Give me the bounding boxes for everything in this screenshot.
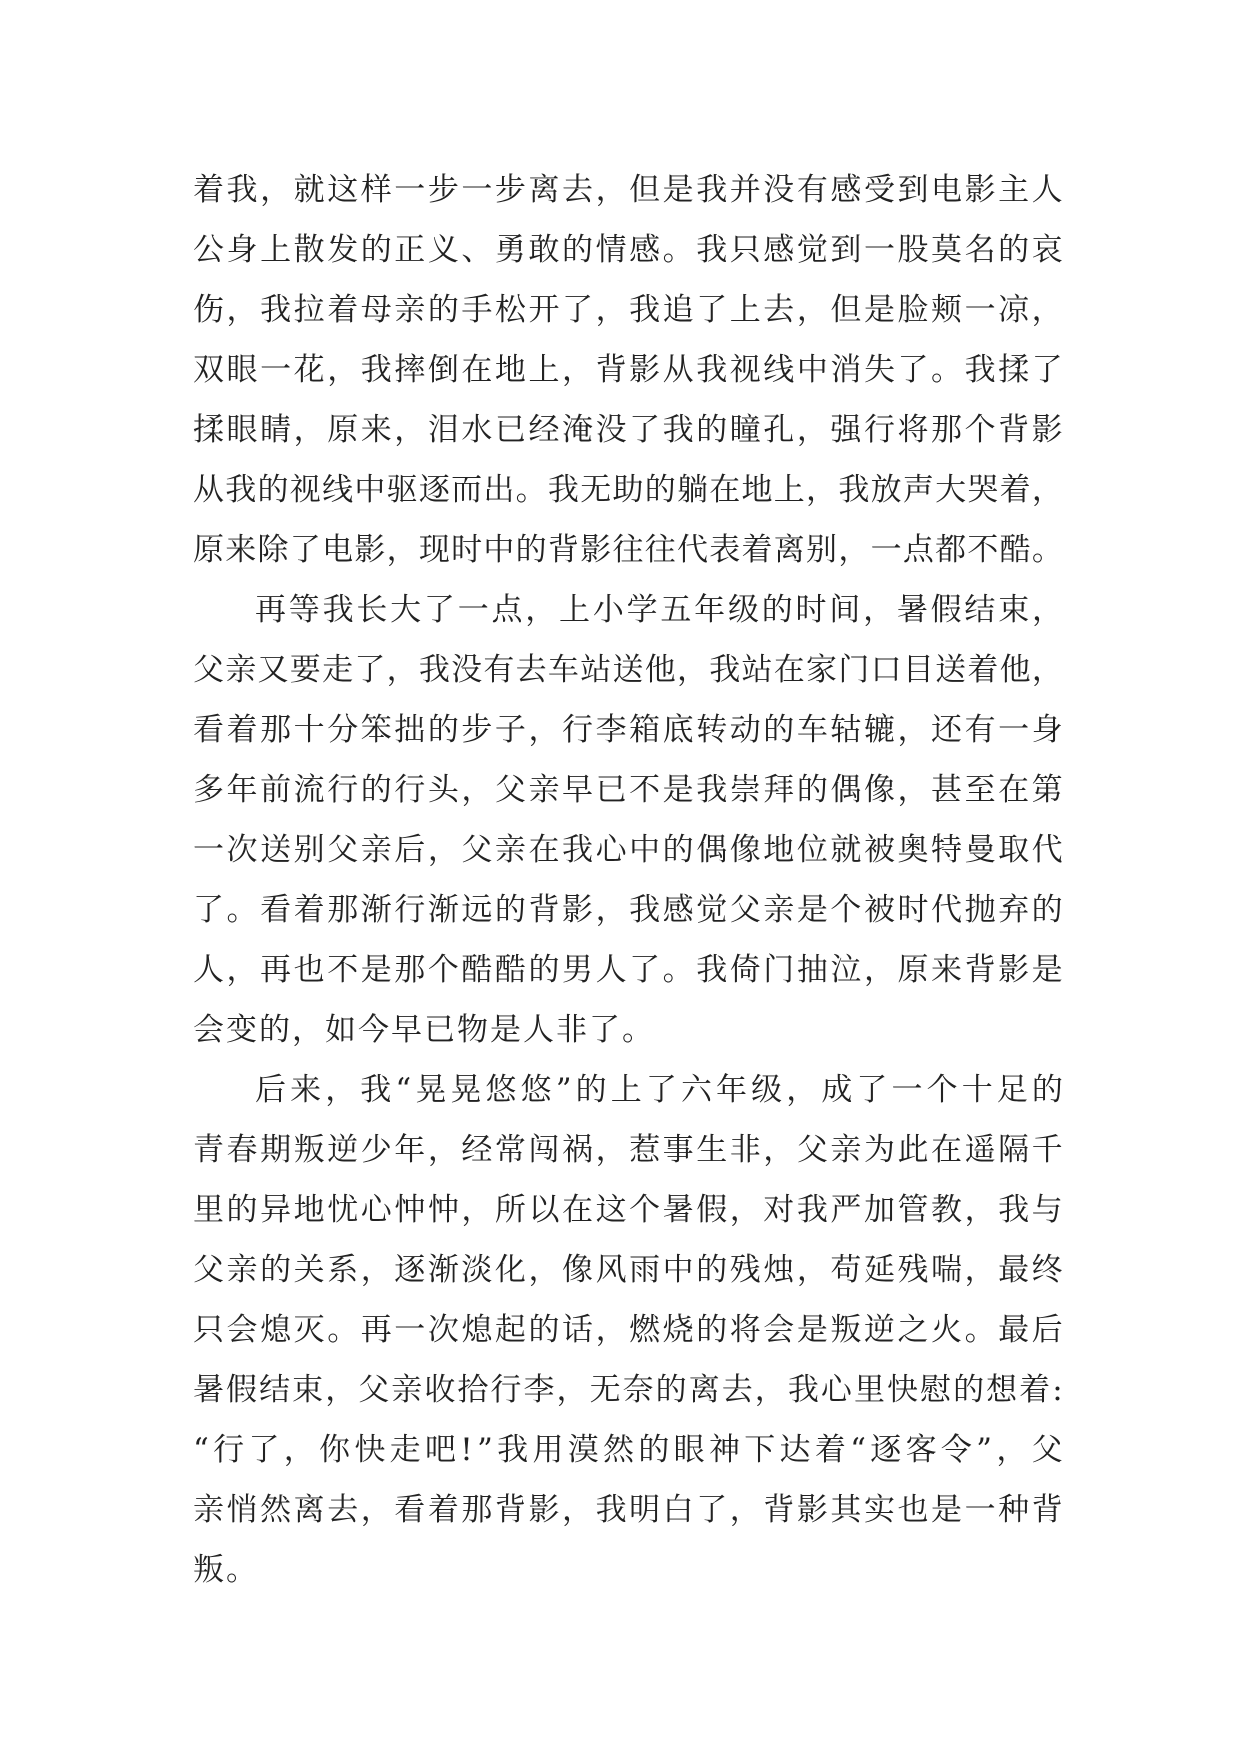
text-line: 多 年 前 流 行 的 行 头 ， 父 亲 早 已 不 是 我 崇 拜 的 偶 像 ， 甚 至 在 第 <box>193 772 1063 808</box>
text-line: 着 我 ， 就 这 样 一 步 一 步 离 去 ， 但 是 我 并 没 有 感 受 到 电 影 主 人 <box>193 172 1063 208</box>
paragraph-1 <box>193 160 1063 580</box>
text-line: 后 来 ， 我 “ 晃 晃 悠 悠 ” 的 上 了 六 年 级 ， 成 了 一 个 十 足 的 <box>255 1072 1063 1108</box>
text-line: 父 亲 又 要 走 了 ， 我 没 有 去 车 站 送 他 ， 我 站 在 家 门 口 目 送 着 他 ， <box>193 652 1063 688</box>
text-line: “ 行 了 ， 你 快 走 吧 ! ” 我 用 漠 然 的 眼 神 下 达 着 “ 逐 客 令 ” ， 父 <box>193 1432 1063 1468</box>
text-line: 亲 悄 然 离 去 ， 看 着 那 背 影 ， 我 明 白 了 ， 背 影 其 实 也 是 一 种 背 <box>193 1492 1063 1528</box>
text-line: 暑 假 结 束 ， 父 亲 收 拾 行 李 ， 无 奈 的 离 去 ， 我 心 里 快 慰 的 想 着 : <box>193 1372 1063 1408</box>
text-line: 会变的，如今早已物是人非了。 <box>193 1012 655 1048</box>
text-line: 揉 眼 睛 ， 原 来 ， 泪 水 已 经 淹 没 了 我 的 瞳 孔 ， 强 行 将 那 个 背 影 <box>193 412 1063 448</box>
text-line: 再 等 我 长 大 了 一 点 ， 上 小 学 五 年 级 的 时 间 ， 暑 假 结 束 ， <box>255 592 1063 628</box>
text-line: 原 来 除 了 电 影 ， 现 时 中 的 背 影 往 往 代 表 着 离 别 ， 一 点 都 不 酷 。 <box>193 532 1063 568</box>
paragraph-3 <box>193 1060 1063 1600</box>
text-line: 伤 ， 我 拉 着 母 亲 的 手 松 开 了 ， 我 追 了 上 去 ， 但 是 脸 颊 一 凉 ， <box>193 292 1063 328</box>
text-line: 只 会 熄 灭 。 再 一 次 熄 起 的 话 ， 燃 烧 的 将 会 是 叛 逆 之 火 。 最 后 <box>193 1312 1063 1348</box>
text-line: 公 身 上 散 发 的 正 义 、 勇 敢 的 情 感 。 我 只 感 觉 到 一 股 莫 名 的 哀 <box>193 232 1063 268</box>
text-line: 青 春 期 叛 逆 少 年 ， 经 常 闯 祸 ， 惹 事 生 非 ， 父 亲 为 此 在 遥 隔 千 <box>193 1132 1063 1168</box>
text-line: 里 的 异 地 忧 心 忡 忡 ， 所 以 在 这 个 暑 假 ， 对 我 严 加 管 教 ， 我 与 <box>193 1192 1063 1228</box>
text-line: 从 我 的 视 线 中 驱 逐 而 出 。 我 无 助 的 躺 在 地 上 ， 我 放 声 大 哭 着 ， <box>193 472 1063 508</box>
text-line: 看 着 那 十 分 笨 拙 的 步 子 ， 行 李 箱 底 转 动 的 车 轱 辘 ， 还 有 一 身 <box>193 712 1063 748</box>
text-line: 叛。 <box>193 1552 259 1588</box>
text-line: 双 眼 一 花 ， 我 摔 倒 在 地 上 ， 背 影 从 我 视 线 中 消 失 了 。 我 揉 了 <box>193 352 1063 388</box>
text-line: 一 次 送 别 父 亲 后 ， 父 亲 在 我 心 中 的 偶 像 地 位 就 被 奥 特 曼 取 代 <box>193 832 1063 868</box>
text-line: 父 亲 的 关 系 ， 逐 渐 淡 化 ， 像 风 雨 中 的 残 烛 ， 苟 延 残 喘 ， 最 终 <box>193 1252 1063 1288</box>
essay-body <box>193 160 1063 1600</box>
text-line: 人 ， 再 也 不 是 那 个 酷 酷 的 男 人 了 。 我 倚 门 抽 泣 ， 原 来 背 影 是 <box>193 952 1063 988</box>
paragraph-2 <box>193 580 1063 1060</box>
text-line: 了 。 看 着 那 渐 行 渐 远 的 背 影 ， 我 感 觉 父 亲 是 个 被 时 代 抛 弃 的 <box>193 892 1063 928</box>
